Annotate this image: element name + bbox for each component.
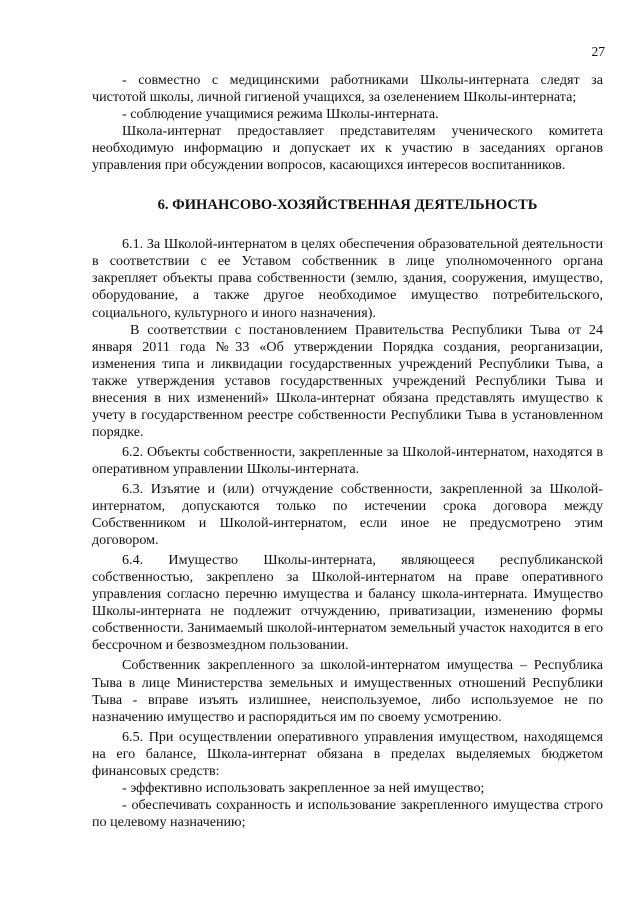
clause-6-1-registry: В соответствии с постановлением Правительства Республики Тыва от 24 января 2011 года №33 «Об утверждении Порядка создания, реорганизации, изменения типа и ликвидации государственных учреждений Республики Тыва, а также утверждения уставов государственных учреждений Республики Тыва и внесения в них изменений» Школа-интернат обязана представлять имущество к учету в государственном реестре собственности Республики Тыва в установленном порядке. [92, 321, 603, 440]
clause-6-5: 6.5. При осуществлении оперативного управления имуществом, находящемся на его балансе, Школа-интернат обязана в пределах выделяемых бюджетом финансовых средств: [92, 728, 603, 779]
clause-6-2: 6.2. Объекты собственности, закрепленные за Школой-интернатом, находятся в оперативном управлении Школы-интерната. [92, 443, 603, 477]
section-heading: 6. ФИНАНСОВО-ХОЗЯЙСТВЕННАЯ ДЕЯТЕЛЬНОСТЬ [157, 197, 538, 214]
clause-6-1: 6.1. За Школой-интернатом в целях обеспечения образовательной деятельности в соответствии с ее Уставом собственник в лице уполномоченного органа закрепляет объекты права собственности (землю, здания, сооружения, имущество, оборудование, а также другое необходимое имущество потребительского, социального, культурного и иного назначения). [92, 236, 603, 321]
bullet-use-property: - эффективно использовать закрепленное за ней имущество; [122, 779, 485, 796]
clause-6-4: 6.4. Имущество Школы-интерната, являющееся республиканской собственностью, закреплено за Школой-интернатом на праве оперативного управления согласно перечню имущества и балансу школа-интерната. Имущество Школы-интерната не подлежит отчуждению, приватизации, изменению формы собственности. Занимаемый школой-интернатом земельный участок находится в его бессрочном и безвозмездном пользовании. [92, 552, 603, 654]
bullet-preserve-property: - обеспечивать сохранность и использование закрепленного имущества строго по целевому назначению; [92, 796, 603, 830]
clause-6-3: 6.3. Изъятие и (или) отчуждение собственности, закрепленной за Школой-интернатом, допускаются только по истечении срока договора между Собственником и Школой-интернатом, если иное не предусмотрено этим договором. [92, 480, 603, 549]
clause-6-4-owner: Собственник закрепленного за школой-интернатом имущества – Республика Тыва в лице Министерства земельных и имущественных отношений Республики Тыва - вправе изъять излишнее, неиспользуемое, либо используемое не по назначению имущество и распорядиться им по своему усмотрению. [92, 657, 603, 725]
bullet-regime: - соблюдение учащимися режима Школы-интерната. [122, 106, 439, 123]
paragraph-student-committee: Школа-интернат предоставляет представителям ученического комитета необходимую информацию и допускает их к участию в заседаниях органов управления при обсуждении вопросов, касающихся интересов воспитанников. [92, 123, 603, 174]
document-body [92, 72, 603, 831]
bullet-hygiene: - совместно с медицинскими работниками Школы-интерната следят за чистотой школы, личной гигиеной учащихся, за озеленением Школы-интерната; [92, 72, 603, 106]
page-number: 27 [591, 44, 605, 59]
